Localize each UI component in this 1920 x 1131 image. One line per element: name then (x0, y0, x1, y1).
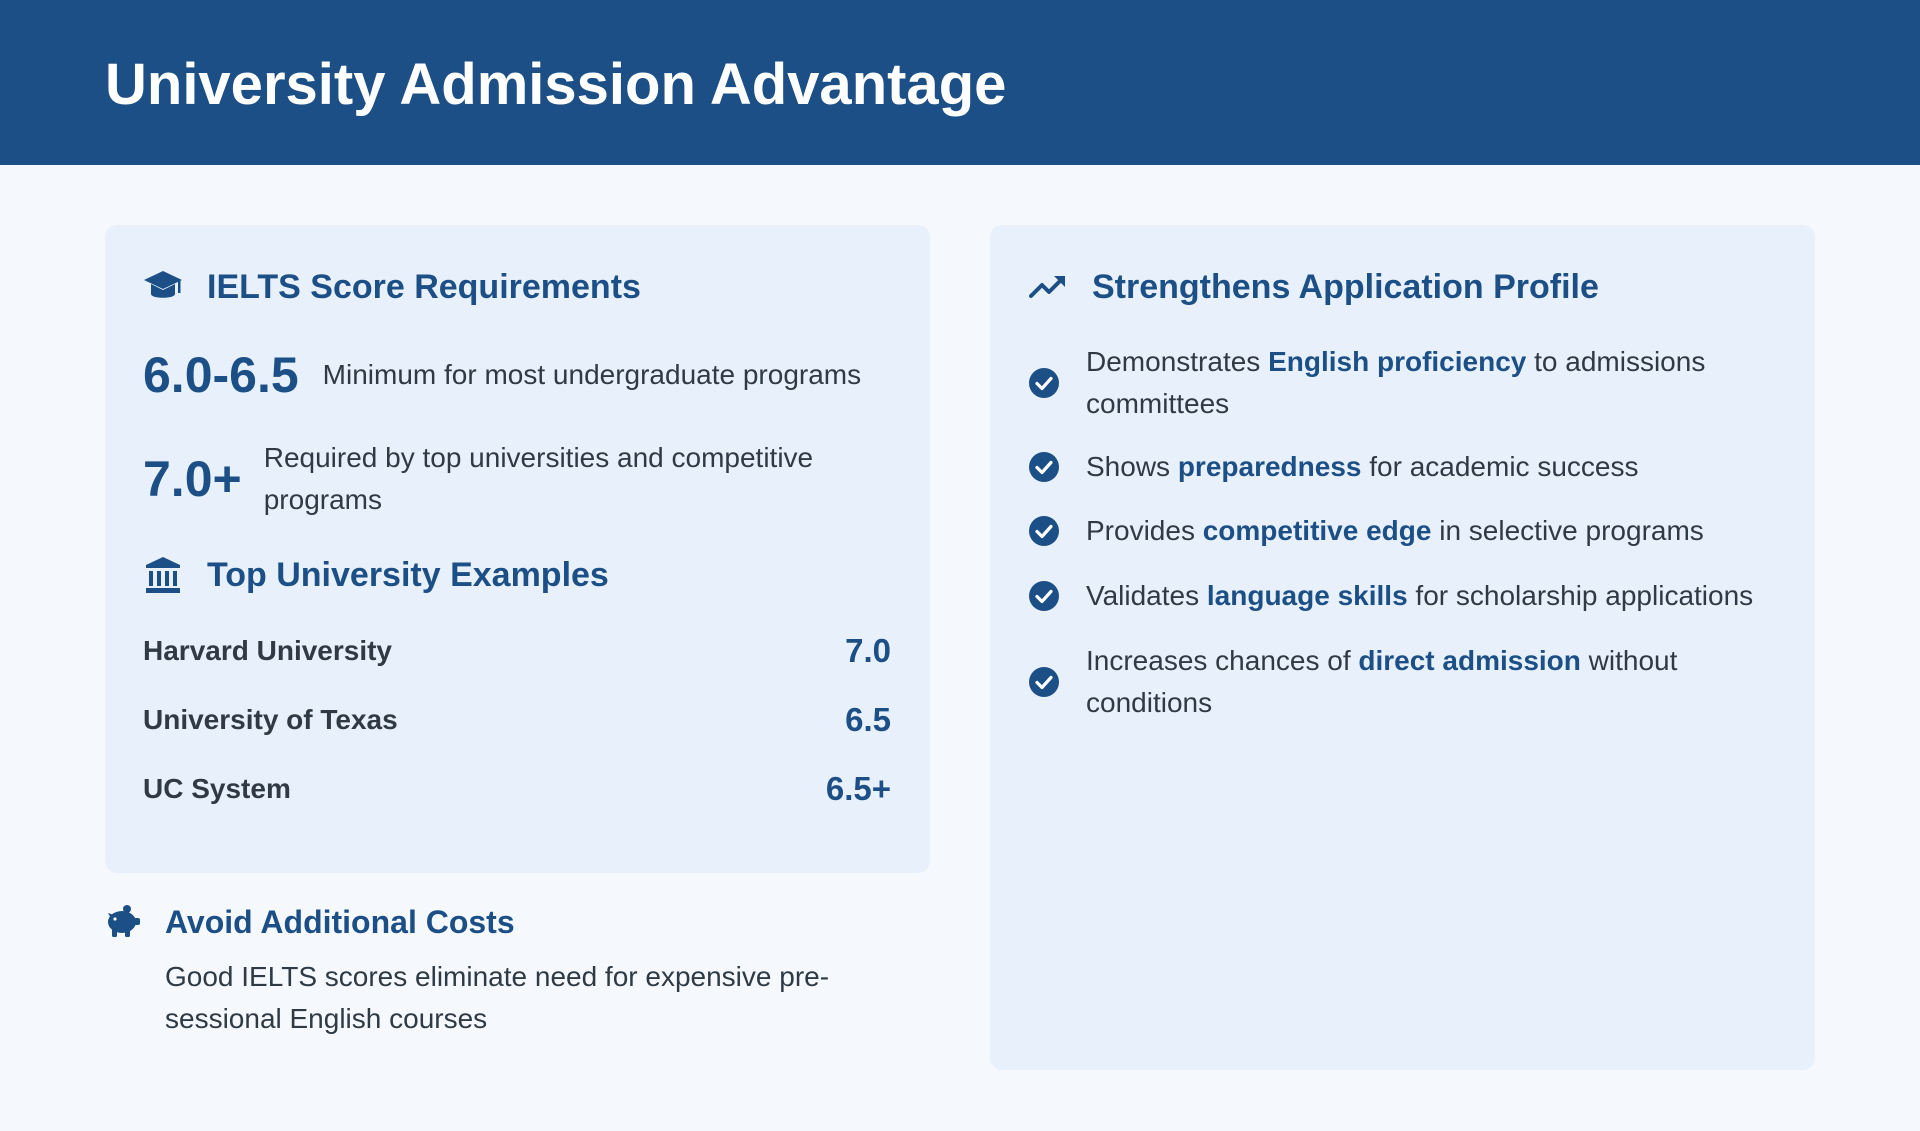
header-banner (0, 0, 1920, 165)
requirements-card (105, 225, 930, 873)
profile-heading (1028, 267, 1599, 307)
costs-description: Good IELTS scores eliminate need for expensive pre-sessional English courses (165, 961, 830, 1034)
score-description: Required by top universities and competitive programs (263, 442, 814, 515)
university-row (143, 633, 891, 669)
score-row-minimum (143, 347, 861, 403)
university-row (143, 702, 891, 738)
check-circle-icon (1028, 666, 1060, 698)
benefit-item (1028, 446, 1788, 488)
score-value: 7.0+ (143, 451, 242, 507)
university-name: University of Texas (143, 704, 398, 735)
benefit-highlight: direct admission (1358, 645, 1581, 676)
score-row-top (143, 437, 863, 521)
benefit-highlight: preparedness (1177, 451, 1362, 482)
benefit-text: Shows preparedness for academic success (1086, 451, 1639, 482)
costs-title: Avoid Additional Costs (165, 904, 515, 940)
page-title: University Admission Advantage (105, 52, 1007, 117)
benefit-highlight: English proficiency (1268, 346, 1527, 377)
check-circle-icon (1028, 580, 1060, 612)
benefit-highlight: competitive edge (1202, 515, 1432, 546)
score-description: Minimum for most undergraduate programs (322, 359, 862, 390)
benefit-highlight: language skills (1206, 580, 1408, 611)
examples-heading (143, 555, 609, 595)
profile-card (990, 225, 1815, 1070)
university-name: UC System (143, 773, 291, 804)
benefit-item (1028, 510, 1788, 552)
graduation-cap-icon (143, 267, 183, 307)
university-score: 6.5 (845, 701, 891, 738)
benefit-item (1028, 640, 1788, 724)
benefit-text: Demonstrates English proficiency to admissions committees (1086, 346, 1706, 419)
profile-title: Strengthens Application Profile (1092, 268, 1599, 306)
requirements-title: IELTS Score Requirements (207, 268, 641, 306)
university-building-icon (143, 555, 183, 595)
score-value: 6.0-6.5 (143, 347, 299, 403)
university-row (143, 771, 891, 807)
check-circle-icon (1028, 515, 1060, 547)
benefit-text: Validates language skills for scholarship applications (1086, 580, 1754, 611)
benefit-item (1028, 341, 1788, 425)
benefit-item (1028, 575, 1788, 617)
trending-up-icon (1028, 267, 1068, 307)
check-circle-icon (1028, 367, 1060, 399)
benefit-text: Increases chances of direct admission without conditions (1086, 645, 1678, 718)
benefit-text: Provides competitive edge in selective programs (1086, 515, 1704, 546)
costs-heading (105, 902, 515, 942)
examples-title: Top University Examples (207, 556, 609, 594)
piggy-bank-icon (105, 904, 141, 940)
check-circle-icon (1028, 451, 1060, 483)
university-name: Harvard University (143, 635, 393, 666)
requirements-heading (143, 267, 641, 307)
university-score: 7.0 (845, 632, 891, 669)
university-score: 6.5+ (825, 770, 891, 807)
